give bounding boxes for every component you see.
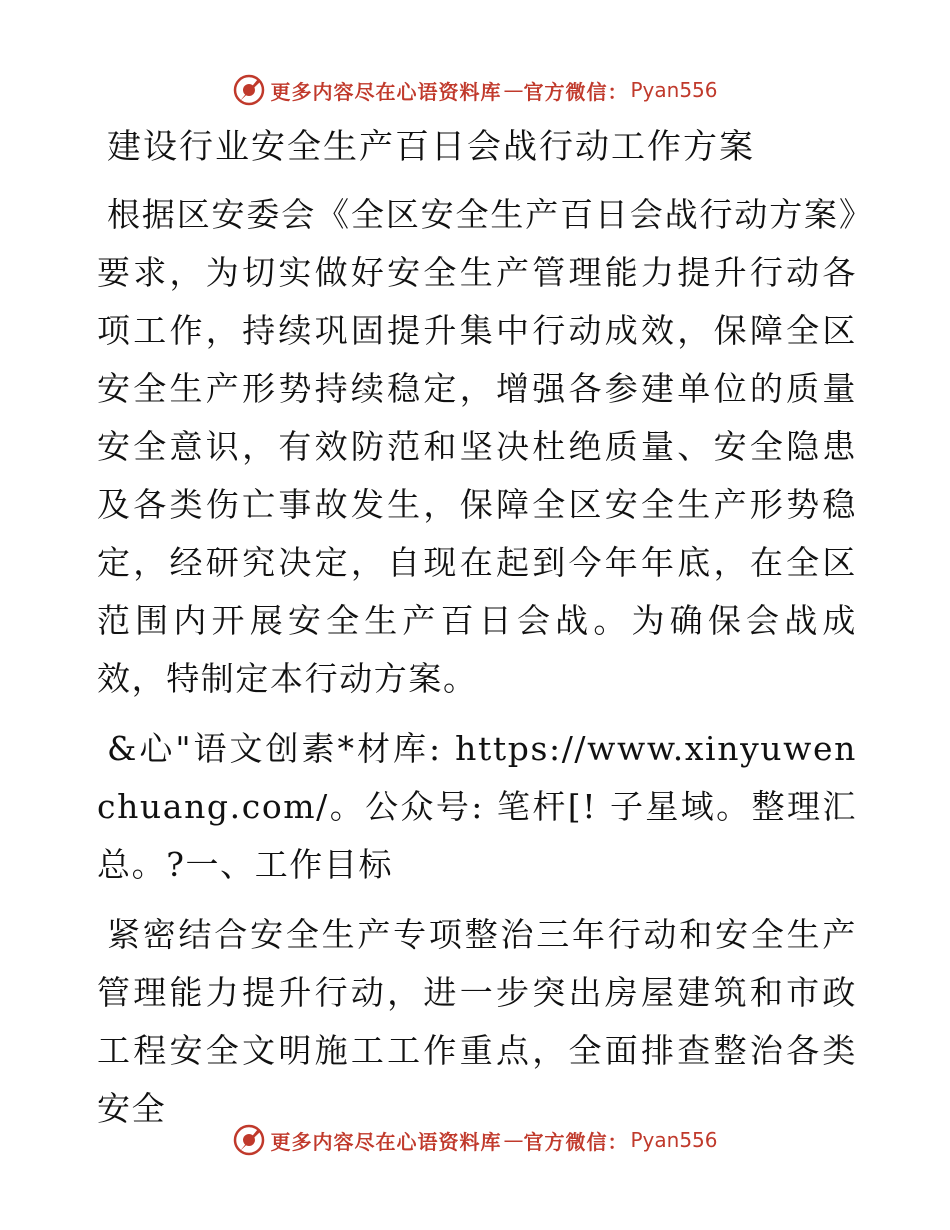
header-banner	[0, 70, 950, 110]
brand-text: 更多内容尽在心语资料库	[270, 79, 502, 104]
document-body	[97, 118, 857, 1150]
separator: —	[503, 1128, 524, 1152]
paragraph-goal: 紧密结合安全生产专项整治三年行动和安全生产管理能力提升行动，进一步突出房屋建筑和市政工程安全文明施工工作重点，全面排查整治各类安全	[97, 915, 857, 1128]
brand-text: 更多内容尽在心语资料库	[270, 1129, 502, 1154]
paragraph-intro: 根据区安委会《全区安全生产百日会战行动方案》要求，为切实做好安全生产管理能力提升行动各项工作，持续巩固提升集中行动成效，保障全区安全生产形势持续稳定，增强各参建单位的质量安全意识，有效防范和坚决杜绝质量、安全隐患及各类伤亡事故发生，保障全区安全生产形势稳定，经研究决定，自现在起到今年年底，在全区范围内开展安全生产百日会战。为确保会战成效，特制定本行动方案。	[97, 195, 857, 698]
wechat-id: Pyan556	[630, 78, 718, 102]
wechat-label: 官方微信：	[523, 79, 629, 104]
footer-banner	[0, 1120, 950, 1160]
paragraph-source: &心"语文创素*材库: https://www.xinyuwenchuang.com/。公众号: 笔杆[! 子星域。整理汇总。?一、工作目标	[97, 729, 857, 884]
quill-logo-icon	[232, 1123, 266, 1157]
wechat-label: 官方微信：	[523, 1129, 629, 1154]
separator: —	[503, 78, 524, 102]
wechat-id: Pyan556	[630, 1128, 718, 1152]
document-title: 建设行业安全生产百日会战行动工作方案	[107, 127, 755, 167]
quill-logo-icon	[232, 73, 266, 107]
